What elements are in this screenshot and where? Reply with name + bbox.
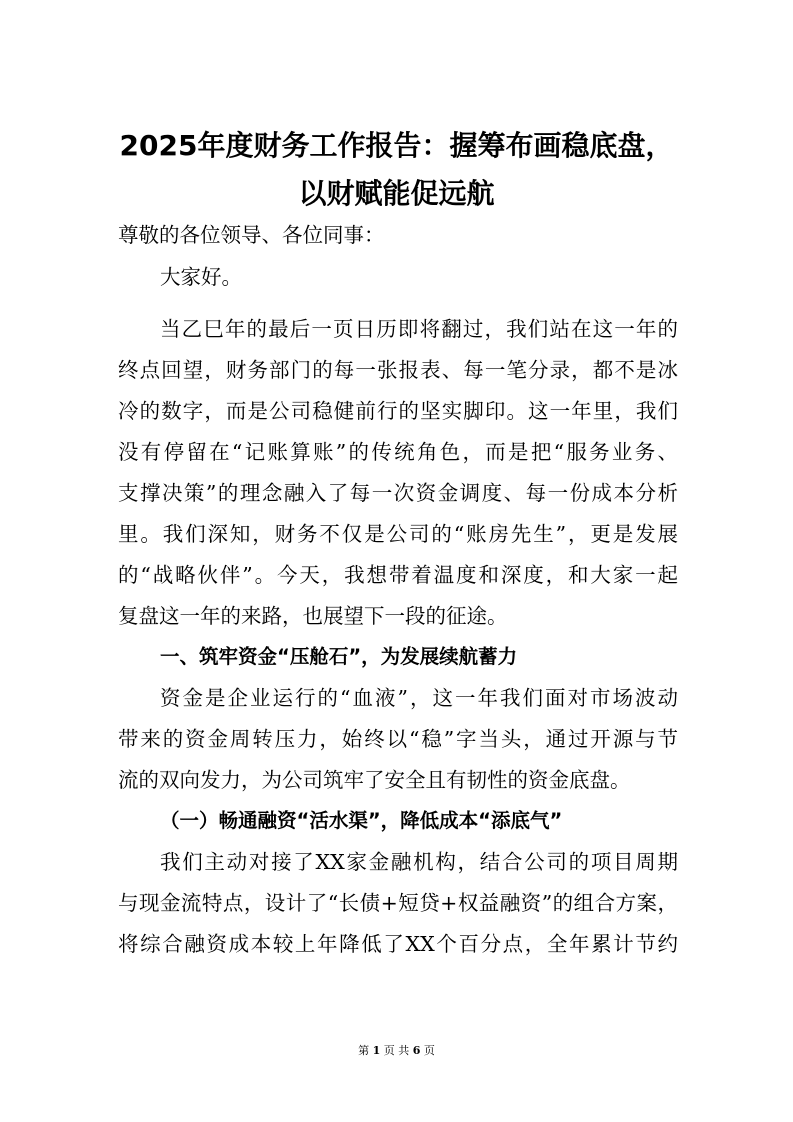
subsection-heading-1: （一）畅通融资“活水渠”，降低成本“添底气” bbox=[160, 809, 563, 832]
body-line: 与现金流特点，设计了“长债+短贷+权益融资”的组合方案， bbox=[118, 891, 678, 915]
total-page-count: 6 bbox=[412, 1044, 421, 1057]
body-line: 流的双向发力，为公司筑牢了安全且有韧性的资金底盘。 bbox=[118, 768, 631, 792]
body-line: 资金是企业运行的“血液”，这一年我们面对市场波动 bbox=[160, 686, 678, 710]
body-line: 当乙巳年的最后一页日历即将翻过，我们站在这一年的 bbox=[160, 317, 678, 341]
body-line: 冷的数字，而是公司稳健前行的坚实脚印。这一年里，我们 bbox=[118, 399, 678, 423]
footer-prefix: 第 bbox=[358, 1044, 370, 1057]
body-line: 复盘这一年的来路，也展望下一段的征途。 bbox=[118, 604, 508, 628]
body-line: 我们主动对接了XX家金融机构，结合公司的项目周期 bbox=[160, 850, 678, 874]
footer-middle: 页 共 bbox=[383, 1044, 410, 1057]
body-line: 里。我们深知，财务不仅是公司的“账房先生”，更是发展 bbox=[118, 522, 678, 546]
salutation: 尊敬的各位领导、各位同事： bbox=[118, 223, 385, 247]
body-line: 将综合融资成本较上年降低了XX个百分点，全年累计节约 bbox=[118, 932, 678, 956]
body-line: 带来的资金周转压力，始终以“稳”字当头，通过开源与节 bbox=[118, 727, 678, 751]
page-footer bbox=[0, 1043, 793, 1059]
body-line: 的“战略伙伴”。今天，我想带着温度和深度，和大家一起 bbox=[118, 563, 678, 587]
body-line: 终点回望，财务部门的每一张报表、每一笔分录，都不是冰 bbox=[118, 358, 678, 382]
document-title-line-2: 以财赋能促远航 bbox=[298, 177, 495, 210]
current-page-number: 1 bbox=[372, 1044, 381, 1057]
body-line: 没有停留在“记账算账”的传统角色，而是把“服务业务、 bbox=[118, 440, 678, 464]
greeting: 大家好。 bbox=[160, 265, 242, 289]
body-line: 支撑决策”的理念融入了每一次资金调度、每一份成本分析 bbox=[118, 481, 678, 505]
footer-suffix: 页 bbox=[423, 1044, 435, 1057]
section-heading-1: 一、筑牢资金“压舱石”，为发展续航蓄力 bbox=[160, 645, 518, 668]
document-title-line-1: 2025年度财务工作报告：握筹布画稳底盘， bbox=[119, 129, 674, 162]
